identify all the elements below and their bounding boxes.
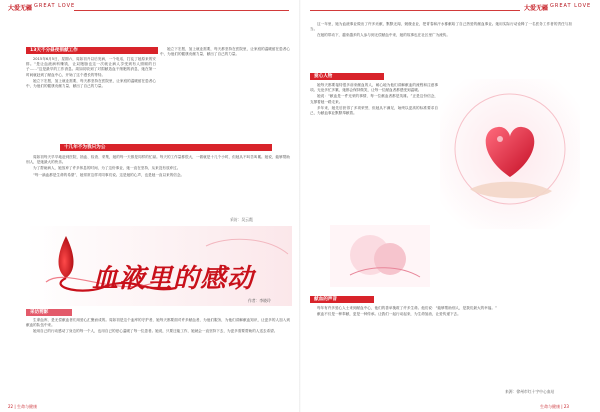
author-1: 采访：吴云霞 — [230, 217, 253, 222]
paragraph: 她每天都要接待很多前来献血的人，耐心地为他们讲解献血的流程和注意事项。无论多忙多累，她都会保持微笑，让每一位献血者都感受到温暖。 — [310, 83, 438, 93]
paragraph: 2015年6月5日，星期六，周如初升以后发病，一个电话，打乱了她原来的安排。“是让血液病科赚钱，让双胞胎也这一次就让病人享受到有人照顾的日子……”这是最早的工作消息。周如初收到了对捐献造血干细胞的消息，她在第一时间就赶到了献血中心，开始了这个漫长的等待。 — [26, 57, 156, 77]
paragraph: 每年有许多爱心人士来到献血中心，他们的善举挽救了许多生命。他们说：“能够帮助别人，是我们最大的幸福。” — [317, 306, 497, 310]
paragraph: 周如初每天早早地赶到医院，抽血、检查、采集，她的每一天都是同样的忙碌。每天的工作量都很大，一做就是十几个小时，但她从不叫苦叫累。她说，能够帮助别人，是她最大的快乐。 — [26, 155, 290, 165]
section-5-text — [310, 306, 572, 318]
section-4-text — [310, 83, 438, 117]
footer-left: 22 | 生命与健康 — [8, 404, 37, 409]
paragraph: 她说：“献血是一件光荣的事情，每一位献血者都是英雄。”正是这份信念，支撑着她一路走来。 — [310, 94, 438, 104]
paragraph: 她用自己的行动感动了身边的每一个人，也用自己的爱心温暖了每一位患者。她说，只要还能工作，她就会一直坚持下去，为更多需要帮助的人送去希望。 — [33, 329, 278, 334]
section-title-1: 13天不分昼夜捐献工作 — [26, 47, 158, 54]
section-1-text-col2 — [160, 47, 290, 58]
paragraph: 这一年里，她为血液事业做出了许多贡献，默默无闻，兢兢业业，把青春和汗水都献给了自己热爱的献血事业。她用实际行动诠释了一名医务工作者的责任与担当。 — [310, 22, 572, 32]
author-3: 来源：徐州市红十字中心血站 — [505, 389, 555, 394]
author-2: 作者：李晓玲 — [248, 298, 271, 303]
section-title-2: 十几年不为我只为公 — [60, 144, 272, 151]
section-3-text — [26, 318, 290, 336]
paragraph: 多年来，她先后获得了多项荣誉，但她从不满足，始终以更高的标准要求自己，为献血事业默默奉献着。 — [310, 105, 438, 116]
section-1-text — [26, 57, 156, 90]
heart-svg — [440, 79, 580, 229]
paragraph: “每一滴血都是生命的希望”，她常常这样对同事们说。这是她的心声，也是她一直以来的信念。 — [33, 172, 185, 177]
feature-title: 血液里的感动 — [92, 264, 255, 294]
header-rule-left — [74, 10, 289, 11]
page-gutter — [299, 0, 301, 412]
decor-svg — [330, 225, 430, 287]
paragraph: 她立下宏愿，加上就业需要，每天都坚持在医院里，让家庭的温暖留在患者心中，为他们的健康贡献力量，献出了自己的力量。 — [160, 47, 290, 57]
paragraph: 她立下宏愿，加上就业需要，每天都坚持在医院里，让家庭的温暖留在患者心中，为他们的健康贡献力量，献出了自己的力量。 — [26, 78, 156, 89]
section-title-5: 献血的声音 — [310, 296, 374, 303]
heart-illustration — [440, 79, 580, 229]
header-brand-right: 大爱无疆 — [524, 5, 549, 12]
section-title-4: 爱心人物 — [310, 73, 384, 80]
paragraph: 生命血库，是无偿献血者们用爱心汇聚而成的。周如初是这个血库的守护者，她每天都要面对许多献血者，为他们服务，为他们讲解献血知识，让更多的人加入到献血的队伍中来。 — [26, 318, 290, 328]
decorative-image — [330, 225, 430, 287]
section-2-text — [26, 155, 290, 179]
paragraph: 为了帮助病人，她放弃了许多休息的时间，为了这份事业，她一直在坚持，从来没有放弃过。 — [33, 166, 181, 171]
paragraph: 献血不仅是一种奉献，更是一种传承。让我们一起行动起来，为生命加油，让爱传递下去。 — [317, 312, 461, 317]
intro-text — [310, 22, 572, 40]
header-rule-right — [310, 10, 520, 11]
header-sub-left: GREAT LOVE — [34, 3, 76, 9]
footer-right: 生命与健康 | 23 — [540, 404, 569, 409]
header-sub-right: GREAT LOVE — [550, 3, 592, 9]
section-title-3: 采访剪影 — [26, 309, 72, 316]
paragraph: 在她的带动下，越来越多的人参与到无偿献血中来，她的故事也在社区里广为流传。 — [317, 33, 450, 38]
header-brand-left: 大爱无疆 — [8, 5, 33, 12]
